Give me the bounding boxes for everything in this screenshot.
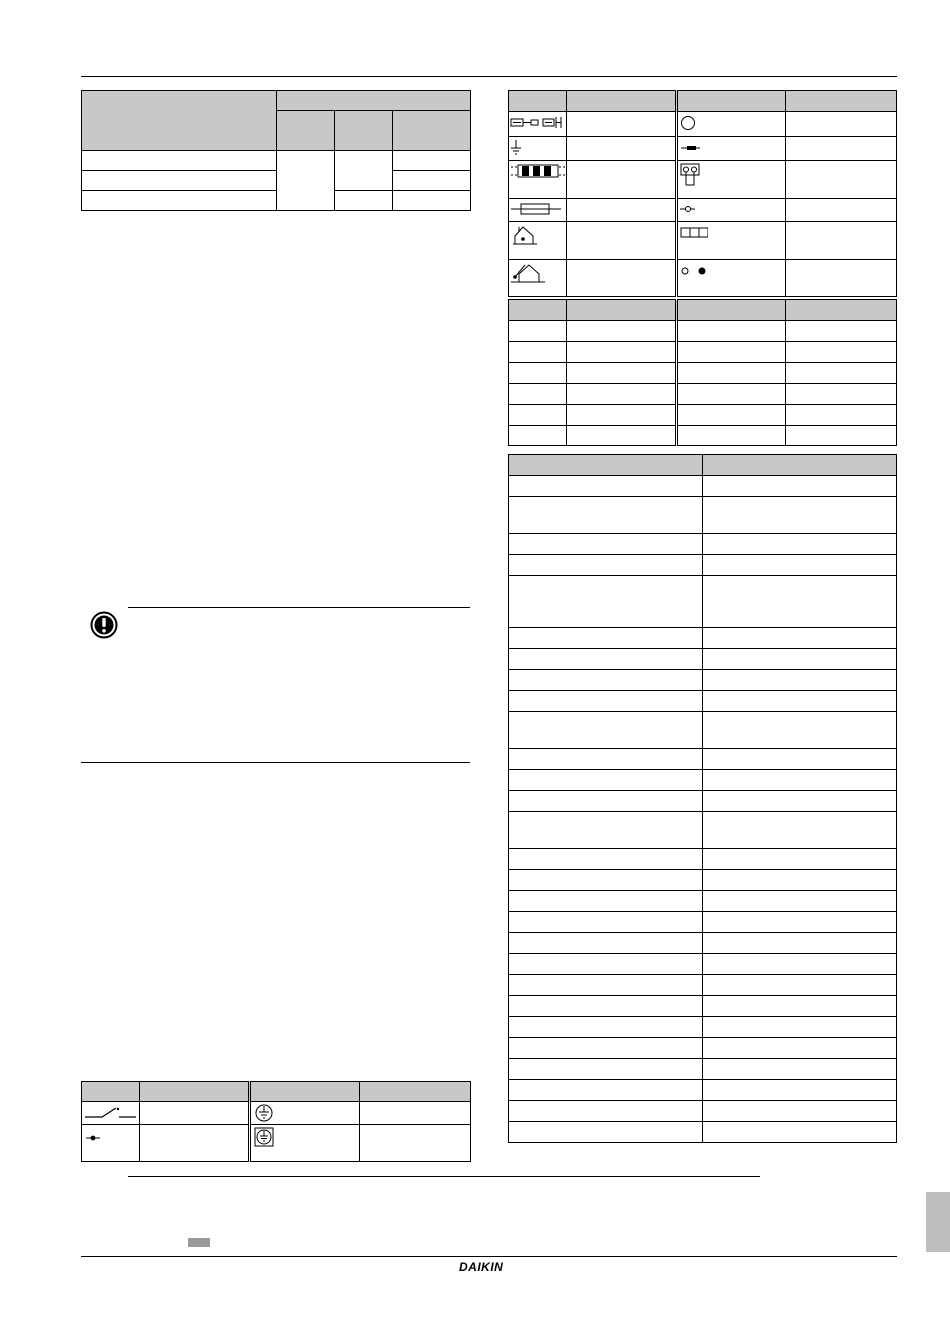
table-cell [703, 497, 897, 534]
table-cell [82, 151, 277, 171]
table-cell [786, 137, 897, 161]
table-cell [703, 1059, 897, 1080]
table-cell [703, 1122, 897, 1143]
header-cell [277, 91, 471, 111]
table-cell [677, 342, 786, 363]
table-cell [335, 151, 393, 191]
table-cell [509, 405, 567, 426]
notice-top-rule [128, 607, 470, 608]
table-cell [567, 199, 677, 222]
table-cell [703, 812, 897, 849]
table-cell [509, 749, 703, 770]
table-cell [509, 812, 703, 849]
table-cell [509, 534, 703, 555]
notice-bottom-rule [81, 762, 470, 763]
table-cell [509, 891, 703, 912]
table-cell [393, 171, 471, 191]
terminal-open-closed-icon [677, 260, 786, 297]
table-cell [509, 712, 703, 749]
table-cell [509, 1038, 703, 1059]
table-cell [509, 1017, 703, 1038]
header-cell [567, 91, 677, 112]
table-cell [509, 670, 703, 691]
table-cell [509, 849, 703, 870]
exclamation-circle-icon [90, 611, 118, 639]
table-cell [703, 649, 897, 670]
daikin-logo: DAIKIN [459, 1260, 504, 1274]
table-cell [703, 670, 897, 691]
table-cell [509, 342, 567, 363]
noiseless-earth-icon [250, 1125, 360, 1162]
table-cell [786, 260, 897, 297]
table-cell [703, 849, 897, 870]
header-cell [567, 300, 677, 321]
table-cell [786, 161, 897, 199]
table-cell [567, 405, 677, 426]
table-cell [703, 1038, 897, 1059]
table-cell [567, 137, 677, 161]
table-cell [703, 691, 897, 712]
table-cell [82, 171, 277, 191]
table-cell [393, 191, 471, 211]
right-legend-table [508, 454, 897, 1143]
table-cell [82, 191, 277, 211]
table-cell [567, 363, 677, 384]
indoor-unit-icon [509, 222, 567, 260]
table-cell [786, 426, 897, 446]
table-cell [786, 342, 897, 363]
header-cell [509, 300, 567, 321]
header-cell [250, 1082, 360, 1102]
dual-terminal-icon [677, 161, 786, 199]
table-cell [786, 405, 897, 426]
table-cell [509, 426, 567, 446]
table-cell [509, 933, 703, 954]
table-cell [567, 342, 677, 363]
table-cell [677, 321, 786, 342]
table-cell [703, 476, 897, 497]
header-cell [82, 91, 277, 151]
table-cell [567, 260, 677, 297]
table-cell [703, 1101, 897, 1122]
table-cell [509, 555, 703, 576]
header-cell [82, 1082, 140, 1102]
table-cell [509, 1122, 703, 1143]
table-cell [786, 222, 897, 260]
table-cell [703, 1080, 897, 1101]
table-cell [509, 1101, 703, 1122]
table-cell [509, 770, 703, 791]
connector-symbol-icon [509, 112, 567, 137]
right-symbol-table [508, 90, 897, 297]
table-cell [703, 576, 897, 628]
table-cell [509, 497, 703, 534]
table-cell [703, 975, 897, 996]
header-cell [677, 300, 786, 321]
table-cell [703, 534, 897, 555]
table-cell [567, 222, 677, 260]
table-cell [677, 426, 786, 446]
table-cell [703, 628, 897, 649]
table-cell [786, 363, 897, 384]
table-cell [703, 912, 897, 933]
terminal-circle-icon [677, 112, 786, 137]
table-cell [703, 891, 897, 912]
connection-dot-icon [82, 1125, 140, 1162]
table-cell [509, 363, 567, 384]
table-cell [703, 770, 897, 791]
table-cell [703, 712, 897, 749]
table-cell [567, 384, 677, 405]
table-cell [703, 996, 897, 1017]
table-cell [567, 112, 677, 137]
header-cell [360, 1082, 471, 1102]
table-cell [703, 933, 897, 954]
table-cell [677, 384, 786, 405]
outdoor-unit-icon [509, 260, 567, 297]
table-cell [509, 476, 703, 497]
table-cell [360, 1125, 471, 1162]
table-cell [509, 384, 567, 405]
protective-earth-icon [250, 1102, 360, 1125]
table-cell [393, 151, 471, 171]
table-cell [509, 1059, 703, 1080]
table-cell [509, 870, 703, 891]
table-cell [509, 791, 703, 812]
table-cell [567, 161, 677, 199]
table-cell [677, 363, 786, 384]
gray-chip [188, 1238, 210, 1247]
right-colour-table [508, 299, 897, 446]
field-wiring-symbol-icon [509, 161, 567, 199]
header-cell [677, 91, 786, 112]
table-cell [509, 912, 703, 933]
table-cell [140, 1102, 250, 1125]
table-cell [703, 954, 897, 975]
terminal-strip-icon [677, 222, 786, 260]
table-cell [277, 151, 335, 211]
table-cell [509, 1080, 703, 1101]
table-cell [567, 321, 677, 342]
switch-symbol-icon [82, 1102, 140, 1125]
table-cell [703, 870, 897, 891]
table-cell [509, 996, 703, 1017]
footer-rule [81, 1256, 897, 1257]
table-cell [509, 975, 703, 996]
table-cell [677, 405, 786, 426]
table-cell [140, 1125, 250, 1162]
header-cell [703, 455, 897, 476]
table-cell [509, 649, 703, 670]
table-cell [360, 1102, 471, 1125]
table-cell [509, 321, 567, 342]
table-cell [703, 1017, 897, 1038]
header-cell [393, 111, 471, 151]
table-cell [509, 628, 703, 649]
table-cell [786, 321, 897, 342]
header-cell [509, 455, 703, 476]
header-cell [277, 111, 335, 151]
header-cell [786, 91, 897, 112]
table-cell [703, 749, 897, 770]
chapter-tab-marker [926, 1192, 950, 1252]
fuse-symbol-icon [509, 199, 567, 222]
earth-symbol-icon [509, 137, 567, 161]
header-cell [140, 1082, 250, 1102]
table-cell [786, 112, 897, 137]
table-cell [567, 426, 677, 446]
wire-clamp-icon [677, 137, 786, 161]
connection-point-icon [677, 199, 786, 222]
table-cell [786, 384, 897, 405]
footnote-rule [128, 1176, 760, 1177]
table-cell [786, 199, 897, 222]
header-cell [786, 300, 897, 321]
table-cell [509, 954, 703, 975]
left-top-table [81, 90, 471, 211]
left-symbol-table [81, 1081, 471, 1162]
table-cell [335, 191, 393, 211]
table-cell [703, 555, 897, 576]
header-cell [509, 91, 567, 112]
table-cell [703, 791, 897, 812]
table-cell [509, 691, 703, 712]
header-cell [335, 111, 393, 151]
top-rule [81, 76, 897, 77]
table-cell [509, 576, 703, 628]
